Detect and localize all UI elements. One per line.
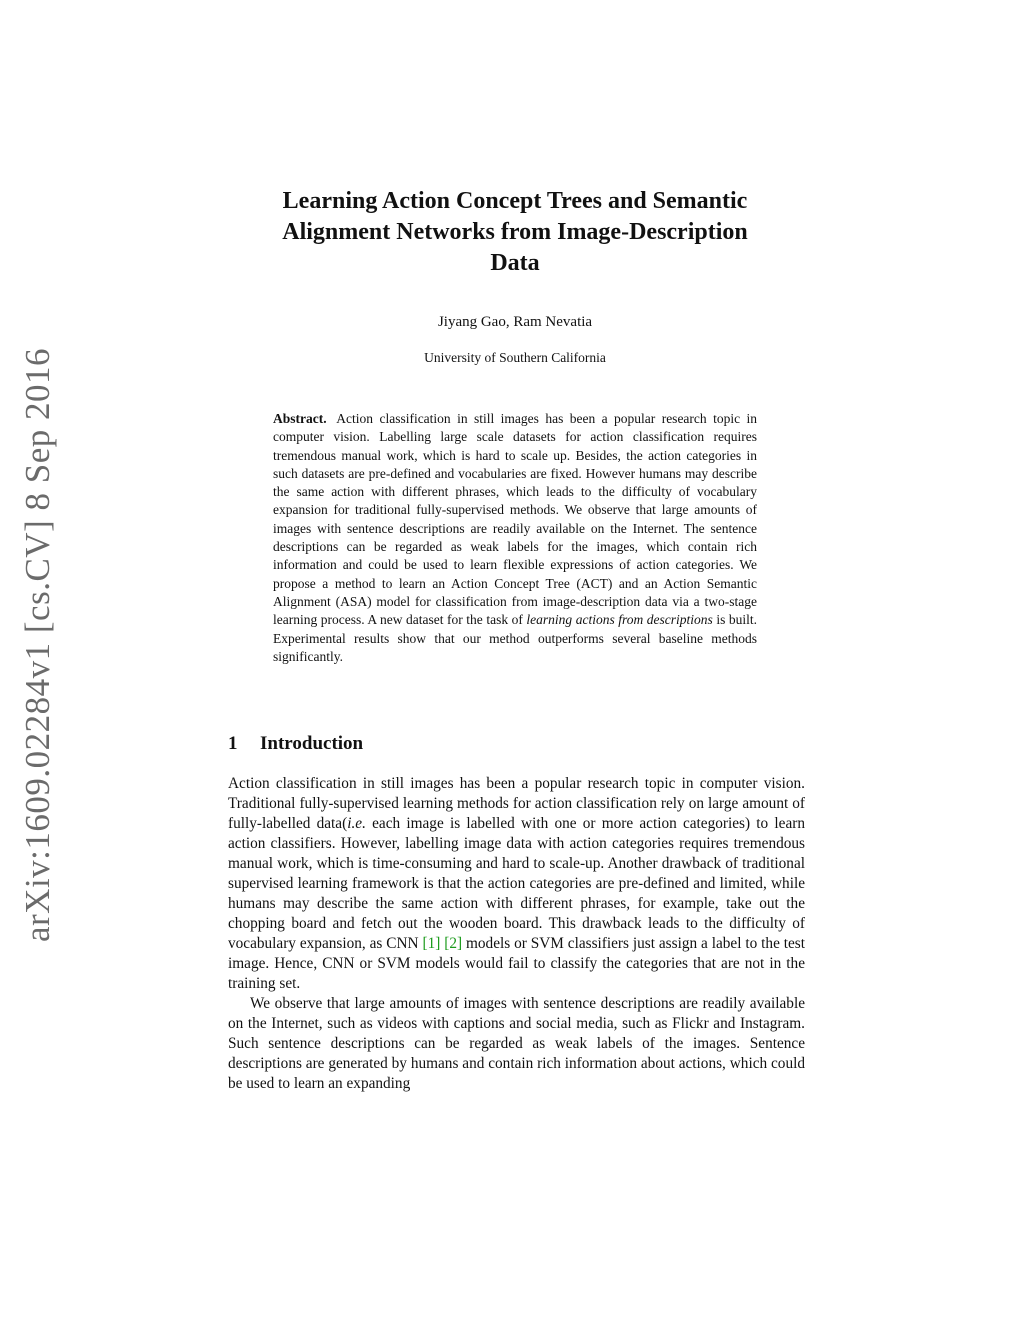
citation-link-1[interactable]: [1] [422, 935, 441, 952]
paragraph-1 [228, 774, 805, 994]
title-line-3: Data [490, 250, 540, 276]
arxiv-stamp-text: arXiv:1609.02284v1 [cs.CV] 8 Sep 2016 [18, 347, 58, 943]
section-title: Introduction [260, 733, 364, 754]
abstract-text-2: is built. Experimental results show that our method outperforms several baseline methods significantly. [273, 612, 758, 664]
title-line-1: Learning Action Concept Trees and Semantic [282, 188, 748, 214]
authors: Jiyang Gao, Ram Nevatia [437, 314, 593, 330]
paragraph-1-text-c: models or SVM classifiers just assign a label to the test image. Hence, CNN or SVM models would fail to classify the categories that are not in the training set. [228, 935, 806, 992]
paragraph-1-text-a: Action classification in still images has been a popular research topic in computer vision. Traditional fully-supervised learning methods for action classification rely on large amount of fully-labelled data( [228, 775, 805, 832]
affiliation: University of Southern California [424, 350, 606, 365]
citation-link-2[interactable]: [2] [444, 935, 463, 952]
ie-abbreviation: i.e. [347, 815, 366, 832]
abstract-label: Abstract. [273, 411, 327, 426]
arxiv-stamp [18, 347, 58, 943]
title-line-2: Alignment Networks from Image-Description [282, 219, 748, 245]
abstract [273, 410, 757, 666]
paragraph-1-text-b: each image is labelled with one or more action categories) to learn action classifiers. However, labelling image data with action categories requires tremendous manual work, which is time-consuming and hard to scale-up. Another drawback of traditional supervised learning framework is that the action categories are pre-defined and limited, while humans may describe the same action with different phrases, for example, take out the chopping board and fetch out the wooden board. This drawback leads to the difficulty of vocabulary expansion, as CNN [228, 815, 805, 952]
section-heading-introduction [228, 733, 363, 755]
abstract-emphasis: learning actions from descriptions [526, 612, 713, 628]
section-number: 1 [228, 733, 238, 754]
paragraph-2: We observe that large amounts of images with sentence descriptions are readily available on the Internet, such as videos with captions and social media, such as Flickr and Instagram. Such sentence descriptions can be regarded as weak labels of the images. Sentence descriptions are generated by humans and contain rich information about actions, which could be used to learn an expanding [228, 995, 805, 1092]
introduction-body [228, 774, 805, 1094]
paper-title [230, 186, 800, 279]
abstract-text-1: Action classification in still images has been a popular research topic in computer vision. Labelling large scale datasets for action classification requires tremendous manual work, which is hard to scale up. Besides, the action categories in such datasets are pre-defined and vocabularies are fixed. However humans may describe the same action with different phrases, which leads to the difficulty of vocabulary expansion for traditional fully-supervised methods. We observe that large amounts of images with sentence descriptions are readily available on the Internet. The sentence descriptions can be regarded as weak labels for the images, which contain rich information and could be used to learn flexible expressions of action categories. We propose a method to learn an Action Concept Tree (ACT) and an Action Semantic Alignment (ASA) model for classification from image-description data via a two-stage learning process. A new dataset for the task of [273, 411, 757, 628]
